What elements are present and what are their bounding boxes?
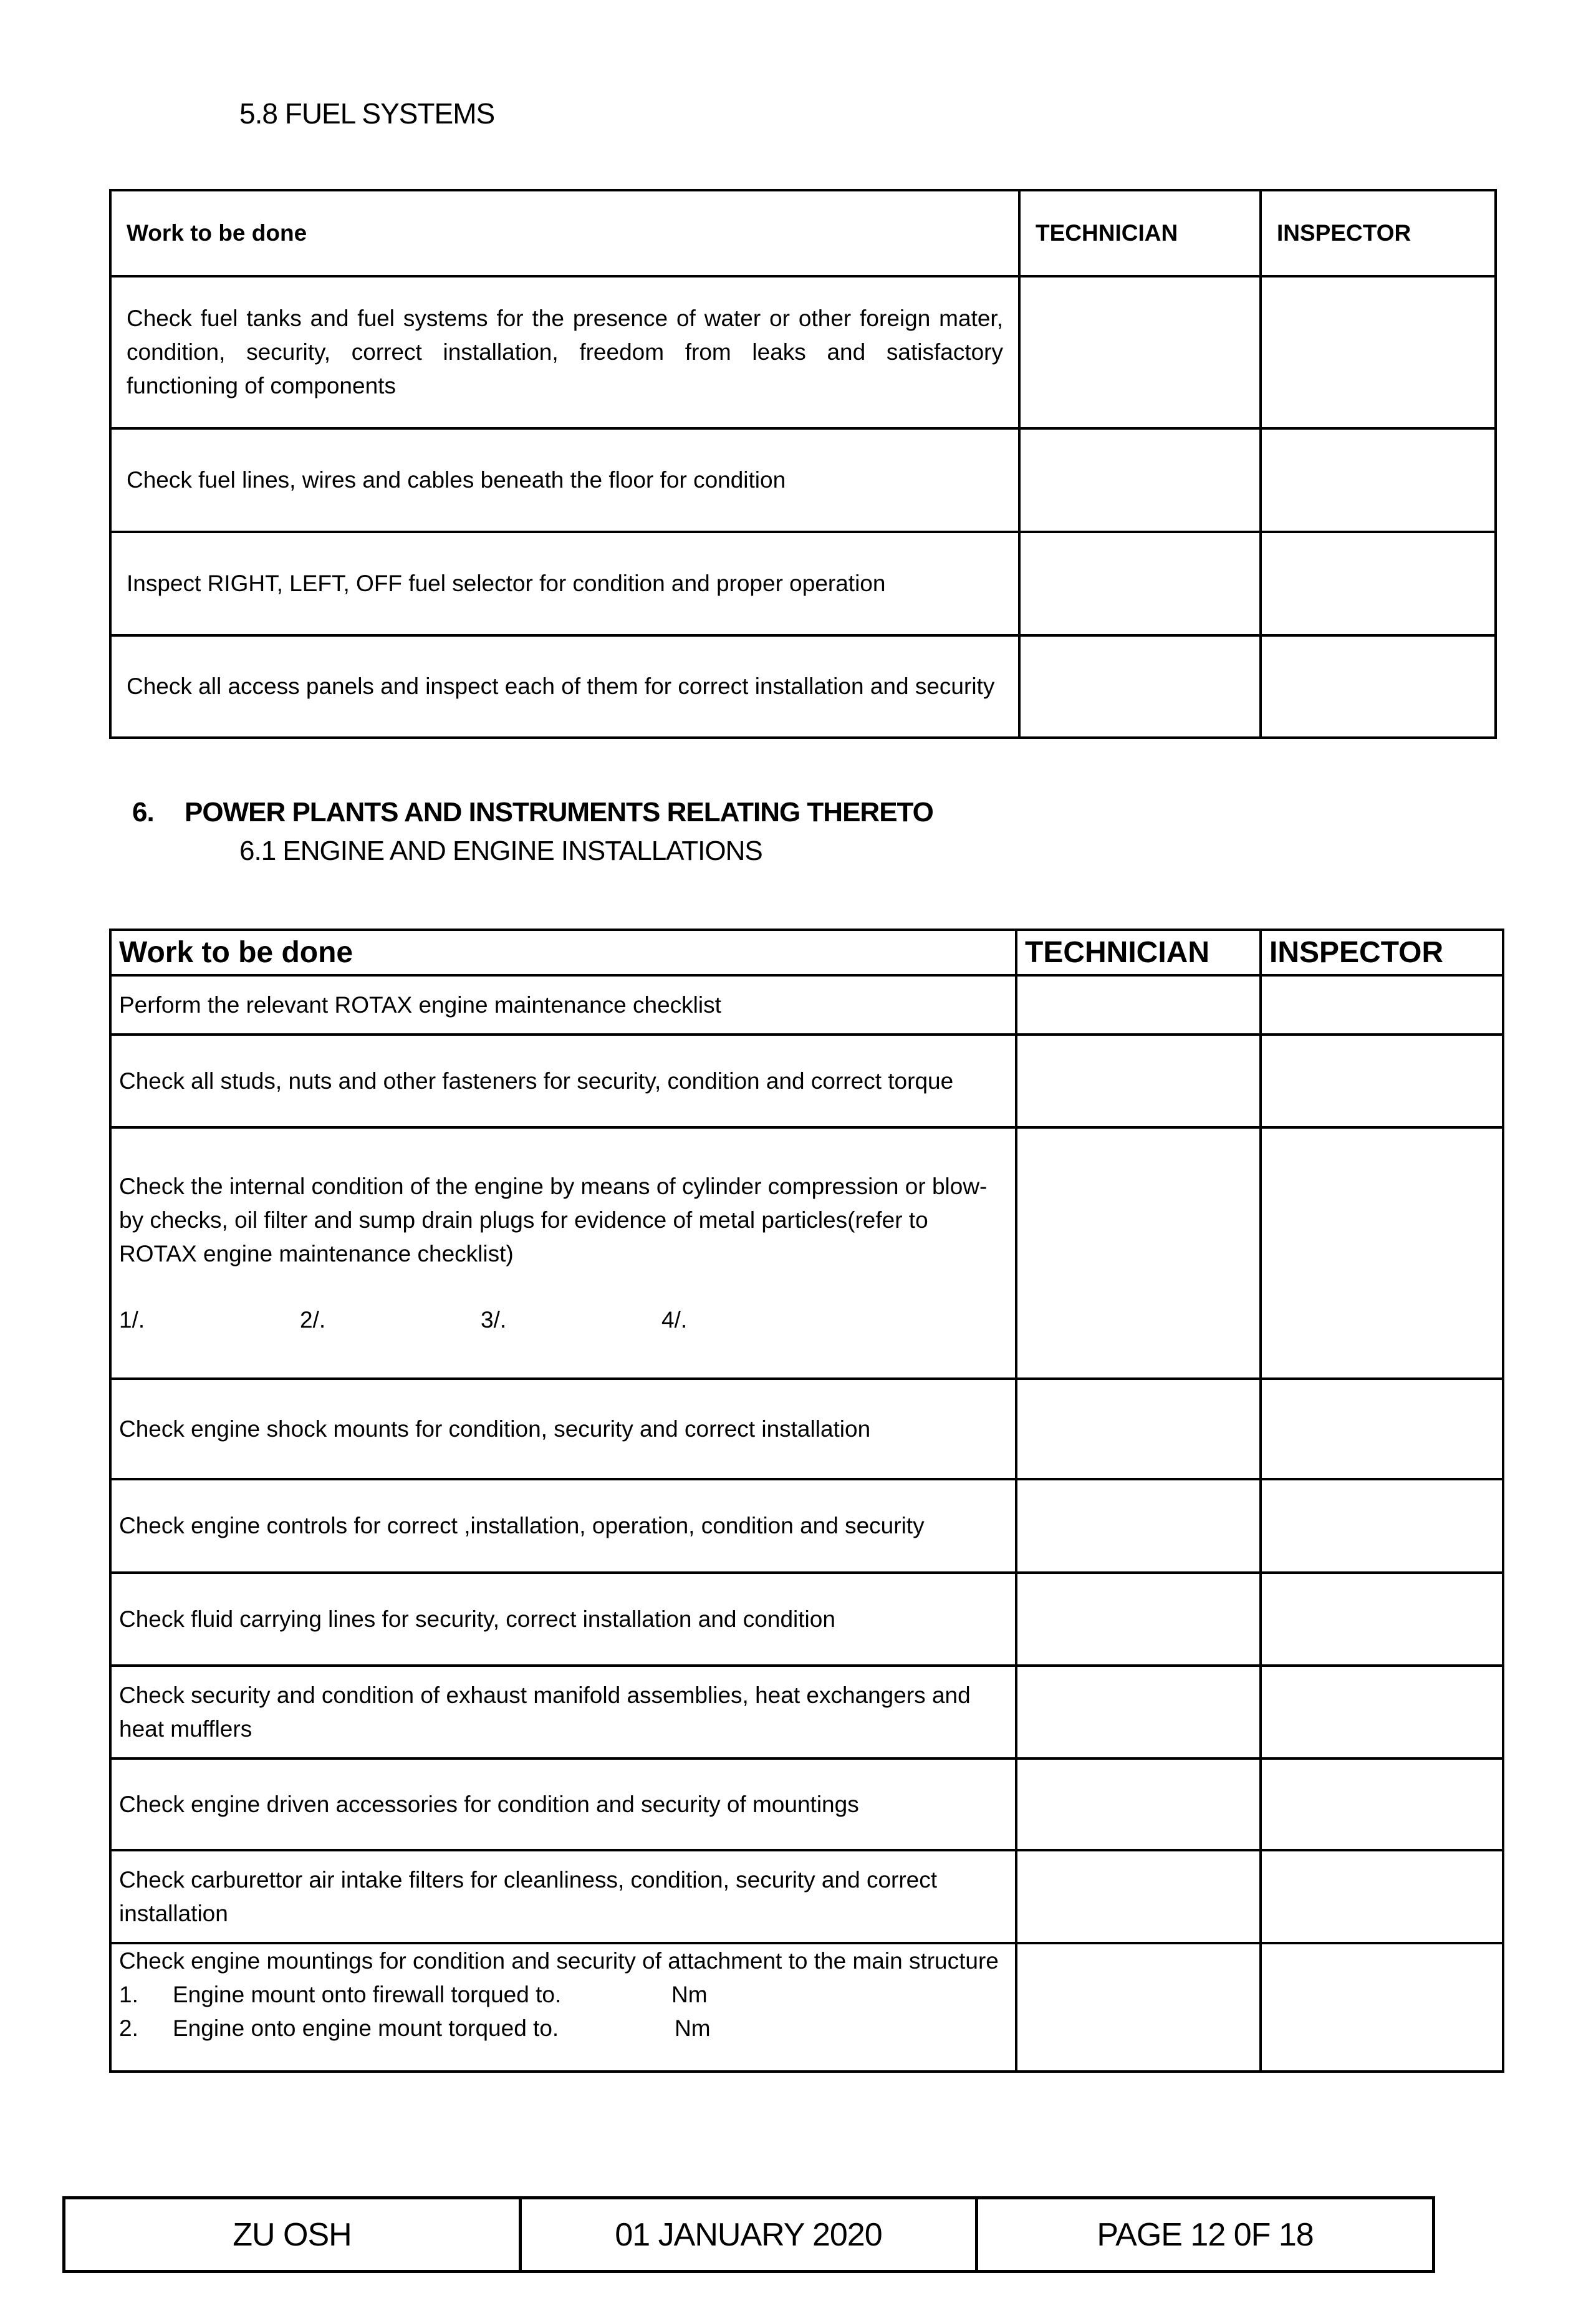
header-inspector: INSPECTOR bbox=[1261, 190, 1496, 276]
technician-signoff-cell[interactable] bbox=[1016, 1573, 1261, 1666]
torque-item-1 bbox=[119, 1978, 1007, 2012]
cylinder-1-label: 1/. bbox=[119, 1306, 145, 1333]
inspector-signoff-cell[interactable] bbox=[1261, 1479, 1503, 1573]
cylinder-4-label: 4/. bbox=[661, 1306, 688, 1333]
inspector-signoff-cell[interactable] bbox=[1261, 1943, 1503, 2072]
technician-signoff-cell[interactable] bbox=[1016, 975, 1261, 1035]
inspector-signoff-cell[interactable] bbox=[1261, 1379, 1503, 1479]
work-cell bbox=[110, 1127, 1016, 1379]
torque-item-text: Engine onto engine mount torqued to. bbox=[173, 2015, 559, 2041]
cylinder-3-label: 3/. bbox=[481, 1306, 507, 1333]
inspector-signoff-cell[interactable] bbox=[1261, 276, 1496, 428]
work-cell: Check engine shock mounts for condition, security and correct installation bbox=[110, 1379, 1016, 1479]
torque-item-number: 2. bbox=[119, 2015, 138, 2041]
header-work: Work to be done bbox=[110, 930, 1016, 975]
header-technician: TECHNICIAN bbox=[1016, 930, 1261, 975]
table-row bbox=[110, 532, 1496, 635]
technician-signoff-cell[interactable] bbox=[1016, 1127, 1261, 1379]
work-cell bbox=[110, 1943, 1016, 2072]
inspector-signoff-cell[interactable] bbox=[1261, 428, 1496, 532]
technician-signoff-cell[interactable] bbox=[1019, 428, 1261, 532]
technician-signoff-cell[interactable] bbox=[1016, 1666, 1261, 1758]
work-cell: Perform the relevant ROTAX engine maintenance checklist bbox=[110, 975, 1016, 1035]
inspector-signoff-cell[interactable] bbox=[1261, 1035, 1503, 1127]
work-cell: Check all studs, nuts and other fasteners for security, condition and correct torque bbox=[110, 1035, 1016, 1127]
work-cell: Check fuel tanks and fuel systems for the presence of water or other foreign mater, condition, security, correct installation, freedom from leaks and satisfactory functioning of components bbox=[110, 276, 1019, 428]
inspector-signoff-cell[interactable] bbox=[1261, 1666, 1503, 1758]
work-cell: Check security and condition of exhaust manifold assemblies, heat exchangers and heat mufflers bbox=[110, 1666, 1016, 1758]
technician-signoff-cell[interactable] bbox=[1016, 1758, 1261, 1850]
work-text: Check the internal condition of the engine by means of cylinder compression or blow-by checks, oil filter and sump drain plugs for evidence of metal particles(refer to ROTAX engine maintenance checklist) bbox=[119, 1173, 988, 1266]
inspector-signoff-cell[interactable] bbox=[1261, 532, 1496, 635]
table-row bbox=[110, 975, 1503, 1035]
fuel-systems-table bbox=[109, 189, 1497, 739]
engine-installations-table bbox=[109, 929, 1504, 2073]
header-technician: TECHNICIAN bbox=[1019, 190, 1261, 276]
work-cell: Check carburettor air intake filters for cleanliness, condition, security and correct installation bbox=[110, 1850, 1016, 1943]
table-row bbox=[110, 635, 1496, 738]
work-text: Check engine mountings for condition and security of attachment to the main structure bbox=[119, 1948, 999, 1974]
work-cell: Check all access panels and inspect each of them for correct installation and security bbox=[110, 635, 1019, 738]
technician-signoff-cell[interactable] bbox=[1019, 276, 1261, 428]
inspector-signoff-cell[interactable] bbox=[1261, 1127, 1503, 1379]
technician-signoff-cell[interactable] bbox=[1016, 1943, 1261, 2072]
footer-date: 01 JANUARY 2020 bbox=[521, 2198, 977, 2272]
table-row bbox=[110, 1479, 1503, 1573]
torque-item-2 bbox=[119, 2012, 1007, 2045]
section-6-heading bbox=[132, 797, 933, 828]
table-row bbox=[110, 1379, 1503, 1479]
cylinder-readings bbox=[119, 1303, 1007, 1337]
header-inspector: INSPECTOR bbox=[1261, 930, 1503, 975]
torque-unit: Nm bbox=[671, 1982, 708, 2007]
section-6-title: POWER PLANTS AND INSTRUMENTS RELATING THERETO bbox=[185, 797, 933, 827]
technician-signoff-cell[interactable] bbox=[1016, 1479, 1261, 1573]
section-5-8-title: 5.8 FUEL SYSTEMS bbox=[239, 97, 495, 130]
inspector-signoff-cell[interactable] bbox=[1261, 1758, 1503, 1850]
inspector-signoff-cell[interactable] bbox=[1261, 1573, 1503, 1666]
work-cell: Check engine driven accessories for condition and security of mountings bbox=[110, 1758, 1016, 1850]
work-cell: Check engine controls for correct ,installation, operation, condition and security bbox=[110, 1479, 1016, 1573]
page-footer bbox=[62, 2196, 1435, 2273]
table-row bbox=[110, 1758, 1503, 1850]
header-work: Work to be done bbox=[110, 190, 1019, 276]
section-6-number: 6. bbox=[132, 797, 154, 827]
torque-unit: Nm bbox=[675, 2015, 711, 2041]
cylinder-2-label: 2/. bbox=[300, 1306, 326, 1333]
inspector-signoff-cell[interactable] bbox=[1261, 635, 1496, 738]
work-cell: Inspect RIGHT, LEFT, OFF fuel selector for condition and proper operation bbox=[110, 532, 1019, 635]
technician-signoff-cell[interactable] bbox=[1016, 1035, 1261, 1127]
technician-signoff-cell[interactable] bbox=[1019, 635, 1261, 738]
table-row bbox=[110, 1850, 1503, 1943]
footer-page-number: PAGE 12 0F 18 bbox=[977, 2198, 1434, 2272]
table-row bbox=[110, 1943, 1503, 2072]
table-row bbox=[110, 1573, 1503, 1666]
torque-item-number: 1. bbox=[119, 1982, 138, 2007]
inspector-signoff-cell[interactable] bbox=[1261, 975, 1503, 1035]
technician-signoff-cell[interactable] bbox=[1016, 1850, 1261, 1943]
table-row bbox=[110, 1035, 1503, 1127]
footer-registration: ZU OSH bbox=[64, 2198, 521, 2272]
table-row bbox=[110, 276, 1496, 428]
work-cell: Check fluid carrying lines for security, correct installation and condition bbox=[110, 1573, 1016, 1666]
work-cell: Check fuel lines, wires and cables beneath the floor for condition bbox=[110, 428, 1019, 532]
table-row bbox=[110, 1666, 1503, 1758]
table-row bbox=[110, 1127, 1503, 1379]
technician-signoff-cell[interactable] bbox=[1019, 532, 1261, 635]
inspector-signoff-cell[interactable] bbox=[1261, 1850, 1503, 1943]
torque-item-text: Engine mount onto firewall torqued to. bbox=[173, 1982, 562, 2007]
table-row bbox=[110, 428, 1496, 532]
technician-signoff-cell[interactable] bbox=[1016, 1379, 1261, 1479]
section-6-1-title: 6.1 ENGINE AND ENGINE INSTALLATIONS bbox=[239, 836, 762, 866]
